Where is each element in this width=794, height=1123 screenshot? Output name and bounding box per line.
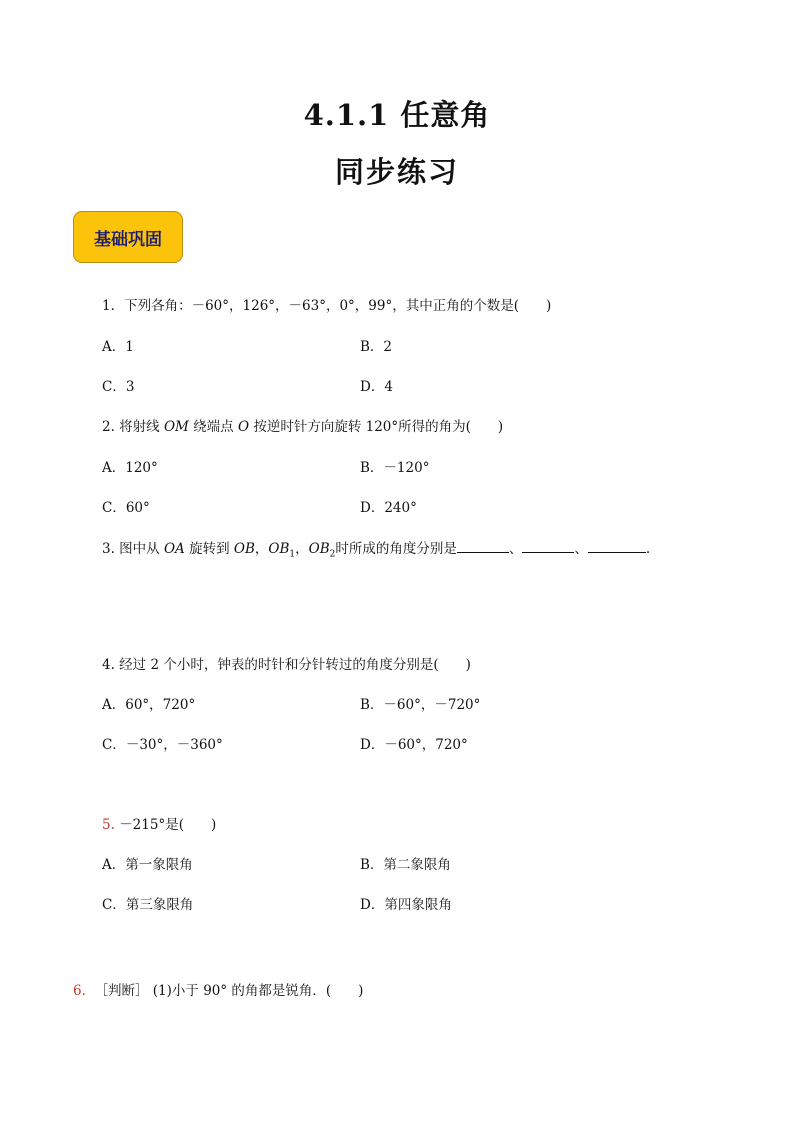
- question-4-text: . 经过 2 个小时，钟表的时针和分针转过的角度分别是( ): [110, 657, 471, 673]
- question-2-number: 2: [102, 419, 111, 435]
- question-6: [73, 982, 363, 1000]
- question-2: [102, 418, 503, 436]
- question-3-sub2: 2: [329, 549, 336, 560]
- question-6-number: 6.: [73, 983, 86, 999]
- question-2-text-part2: 绕端点: [188, 419, 238, 435]
- question-3-var-ob1: OB: [268, 541, 290, 557]
- question-5-option-c: C．第三象限角: [102, 897, 194, 913]
- question-5-option-d: D．第四象限角: [360, 897, 452, 913]
- page-subtitle: 同步练习: [334, 155, 459, 189]
- question-5-option-a: A．第一象限角: [102, 857, 193, 873]
- question-5-number: 5.: [102, 817, 115, 833]
- question-1-option-b: B．2: [360, 339, 393, 355]
- question-1-option-d: D．4: [360, 379, 393, 395]
- question-2-text-part3: 按逆时针方向旋转 120°所得的角为( ): [249, 419, 504, 435]
- question-3-sep4: 、: [574, 541, 588, 557]
- question-3-sep1: ，: [254, 541, 269, 557]
- question-4-number: 4: [102, 657, 111, 673]
- question-3-sep3: 、: [508, 541, 523, 557]
- question-1: [102, 297, 551, 315]
- question-2-var-o: O: [237, 419, 250, 435]
- question-2-var-om: OM: [163, 419, 189, 435]
- question-2-option-b: B．－120°: [360, 460, 430, 476]
- question-4: [102, 656, 471, 674]
- question-3-sub1: 1: [289, 549, 296, 560]
- question-3-text-part3: 时所成的角度分别是: [335, 541, 457, 557]
- question-2-text-part1: . 将射线: [110, 419, 164, 435]
- question-4-option-a: A．60°，720°: [102, 697, 196, 713]
- question-3-text-part2: 旋转到: [184, 541, 234, 557]
- question-2-option-a: A．120°: [102, 460, 158, 476]
- question-5: [102, 816, 216, 834]
- question-3-var-oa: OA: [163, 541, 185, 557]
- question-3-blank-3[interactable]: [588, 540, 646, 553]
- question-4-option-d: D．－60°，720°: [360, 737, 468, 753]
- question-1-text: ．下列各角：－60°，126°，－63°，0°，99°，其中正角的个数是( ): [110, 298, 552, 314]
- question-1-number: 1: [102, 298, 111, 314]
- question-3-var-ob2: OB: [308, 541, 330, 557]
- page-title: 4.1.1 任意角: [303, 98, 491, 132]
- question-2-option-c: C．60°: [102, 500, 150, 516]
- question-4-option-c: C．－30°，－360°: [102, 737, 223, 753]
- question-3-blank-1[interactable]: [457, 540, 509, 553]
- question-6-text: ［判断］ (1)小于 90° 的角都是锐角．( ): [94, 983, 364, 999]
- question-1-option-a: A．1: [102, 339, 134, 355]
- question-3-text-part1: . 图中从: [110, 541, 164, 557]
- question-5-option-b: B．第二象限角: [360, 857, 451, 873]
- question-3-sep2: ，: [295, 541, 309, 557]
- question-3-blank-2[interactable]: [522, 540, 574, 553]
- question-4-option-b: B．－60°，－720°: [360, 697, 481, 713]
- question-2-option-d: D．240°: [360, 500, 417, 516]
- question-5-text: －215°是( ): [119, 817, 217, 833]
- question-3-number: 3: [102, 541, 111, 557]
- question-3-end: .: [645, 541, 651, 557]
- question-3: [102, 540, 650, 564]
- question-1-option-c: C．3: [102, 379, 135, 395]
- section-badge: 基础巩固: [73, 211, 183, 263]
- question-3-var-ob: OB: [233, 541, 255, 557]
